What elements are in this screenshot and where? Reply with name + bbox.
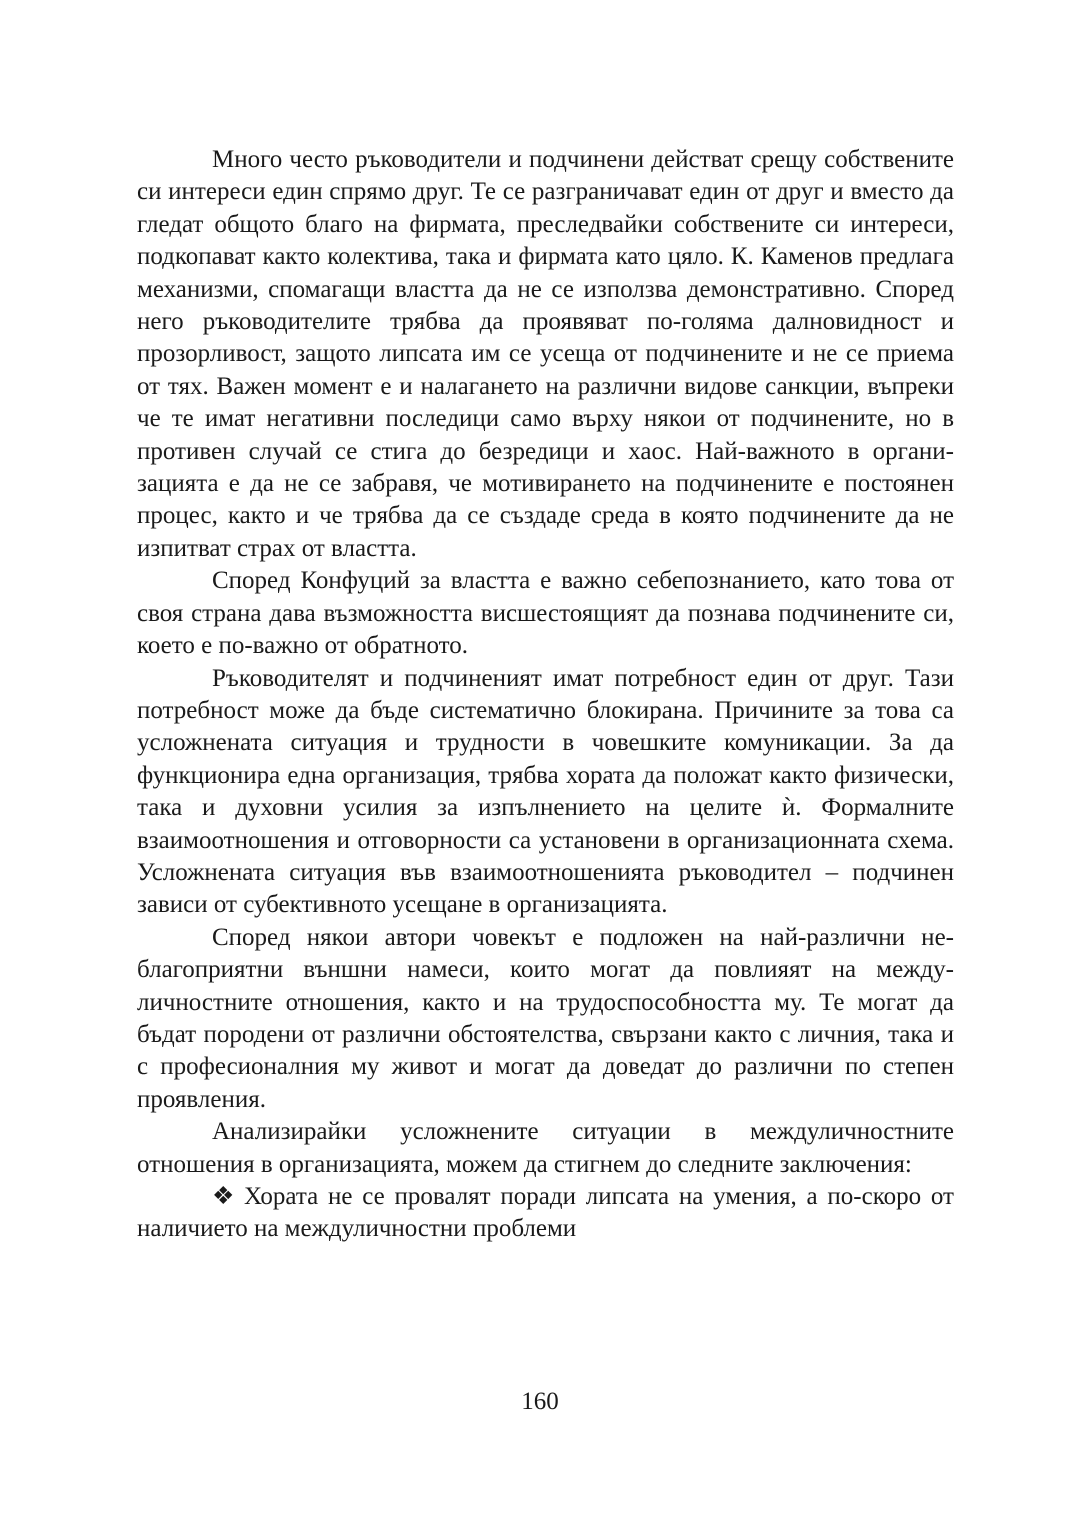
bullet-item (137, 1181, 954, 1246)
diamond-bullet-icon: ❖ (212, 1183, 238, 1210)
paragraph-3: Ръководителят и подчиненият имат потребност един от друг. Тази потребност може да бъде систематично блокирана. Причините за това са усложнената ситуация и трудности в човешките комуникации. За да функционира една организация, трябва хората да положат както физически, така и духовни усилия за изпълнението на целите ѝ. Формалните взаимоотношения и отговорности са установени в организационната схема. Усложнената ситуация във взаимоотношенията ръководител – подчинен зависи от субективното усещане в организацията. (137, 664, 954, 919)
paragraph-4: Според някои автори човекът е подложен на най-различни неблагоприятни външни намеси, които могат да повлияят на междуличностните отношения, както и на трудоспособността му. Те могат да бъдат породени от различни обстоятелства, свързани както с личния, така и с професионалния му живот и могат да доведат до различни по степен проявления. (137, 923, 954, 1113)
paragraph-5: Анализирайки усложнените ситуации в междуличностните отношения в организацията, можем да стигнем до следните заключения: (137, 1118, 954, 1178)
bullet-text: Хората не се провалят поради липсата на умения, а по-скоро от наличието на междуличностни проблеми (137, 1183, 954, 1243)
paragraph-1: Много често ръководители и подчинени действат срещу собствените си интереси един спрямо друг. Те се разграничават един от друг и вместо да гледат общото благо на фирмата, преследвайки собствените си интереси, подкопават както колектива, така и фирмата като цяло. К. Каменов предлага механизми, спомагащи властта да не се използва демонстративно. Според него ръководителите трябва да проявяват по-голяма далновидност и прозорливост, защото липсата им се усеща от подчинените и не се приема от тях. Важен момент е и налагането на различни видове санкции, въпреки че те имат негативни последици само върху някои от подчинените, но в противен случай се стига до безредици и хаос. Най-важното в организацията е да не се забравя, че мотивирането на подчинените е постоянен процес, както и че трябва да се създаде среда в която подчинените да не изпитват страх от властта. (137, 146, 954, 562)
paragraph-2: Според Конфуций за властта е важно себепознанието, като това от своя страна дава възможността висшестоящият да познава подчинените си, което е по-важно от обратното. (137, 567, 954, 660)
page-number: 160 (521, 1388, 559, 1415)
page-body (137, 144, 954, 1246)
